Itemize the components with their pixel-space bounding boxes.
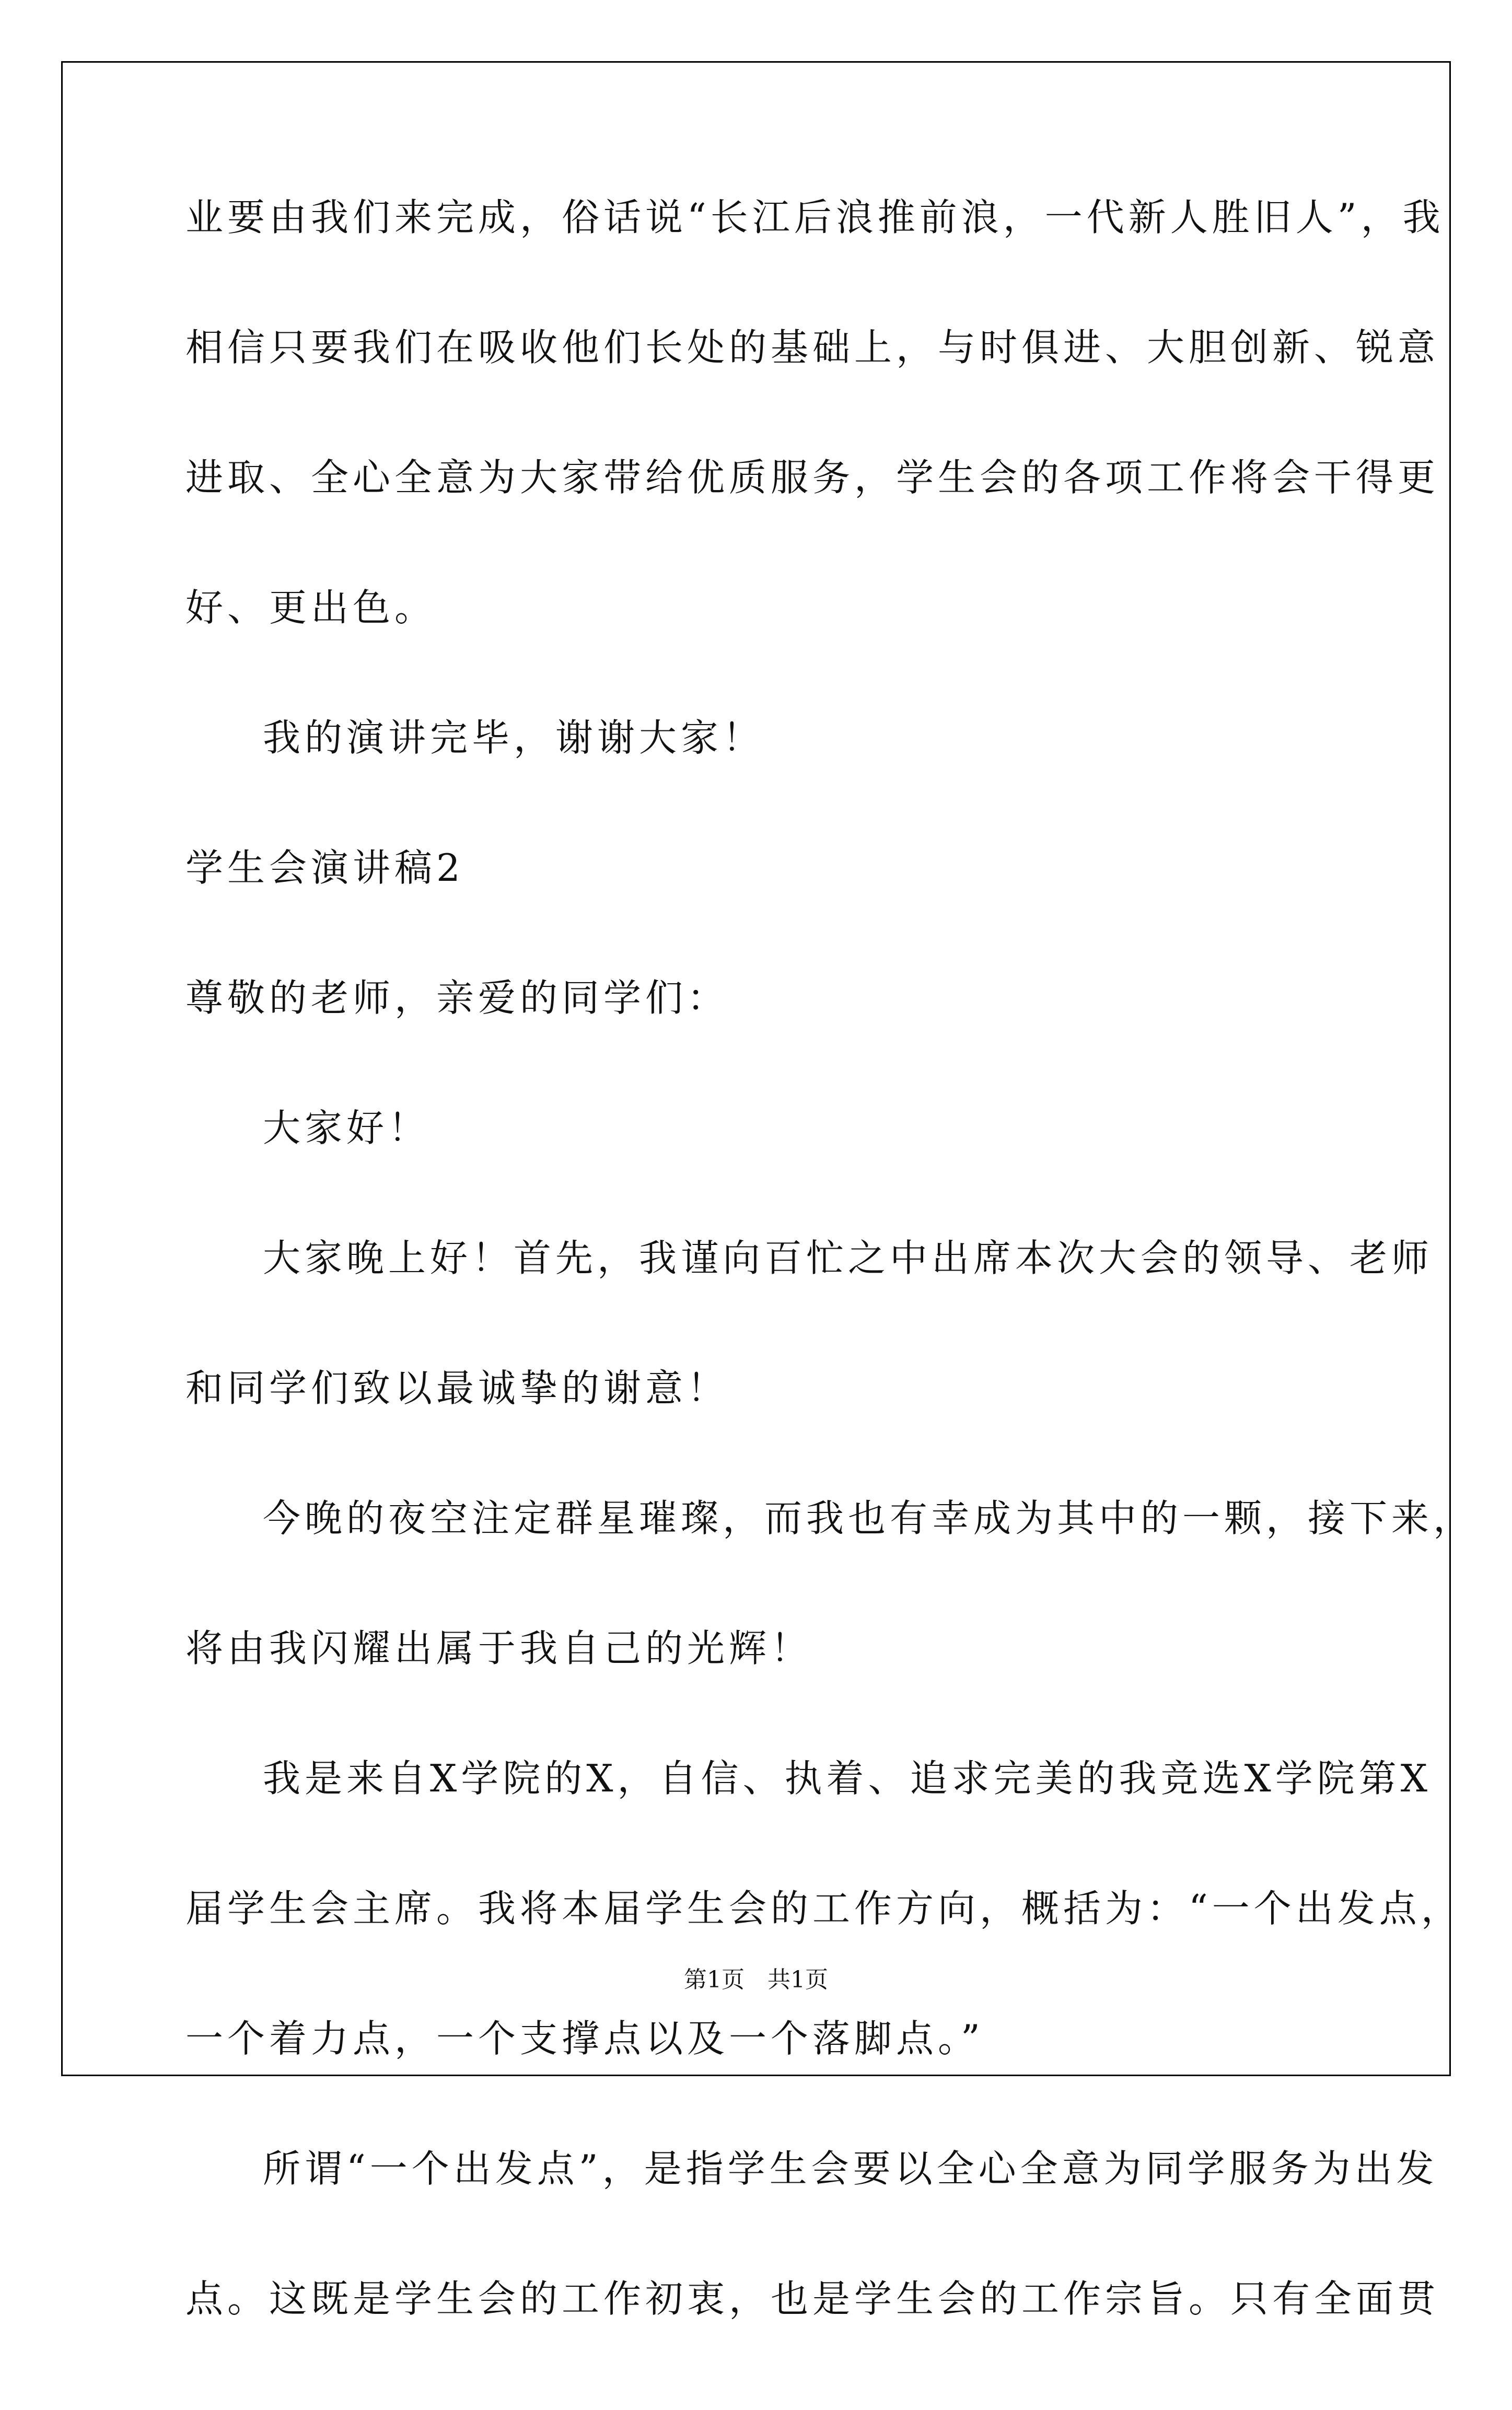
text-line: 我的演讲完毕，谢谢大家！ [263, 716, 765, 760]
document-body [185, 195, 1475, 2410]
text-line: 将由我闪耀出属于我自己的光辉！ [185, 1626, 813, 1670]
section-title: 学生会演讲稿2 [185, 846, 464, 890]
text-line: 好、更出色。 [185, 586, 437, 630]
text-line: 相信只要我们在吸收他们长处的基础上，与时俱进、大胆创新、锐意 [185, 325, 1440, 369]
text-line: 今晚的夜空注定群星璀璨，而我也有幸成为其中的一颗，接下来， [263, 1496, 1475, 1540]
text-line: 一个着力点，一个支撑点以及一个落脚点。” [185, 2017, 984, 2060]
text-line: 进取、全心全意为大家带给优质服务，学生会的各项工作将会干得更 [185, 456, 1440, 499]
text-line: 业要由我们来完成，俗话说“长江后浪推前浪，一代新人胜旧人”，我 [185, 195, 1445, 239]
text-line: 我是来自X学院的X，自信、执着、追求完美的我竞选X学院第X [263, 1756, 1432, 1800]
text-line: 点。这既是学生会的工作初衷，也是学生会的工作宗旨。只有全面贯 [185, 2277, 1440, 2321]
salutation: 尊敬的老师，亲爱的同学们： [185, 976, 729, 1020]
text-line: 大家好！ [263, 1106, 431, 1150]
text-line: 所谓“一个出发点”，是指学生会要以全心全意为同学服务为出发 [263, 2147, 1438, 2191]
page-footer: 第1页 共1页 [684, 1966, 828, 1993]
text-line: 和同学们致以最诚挚的谢意！ [185, 1366, 729, 1410]
text-line: 大家晚上好！首先，我谨向百忙之中出席本次大会的领导、老师 [263, 1236, 1434, 1280]
text-line: 届学生会主席。我将本届学生会的工作方向，概括为：“一个出发点， [185, 1887, 1463, 1930]
